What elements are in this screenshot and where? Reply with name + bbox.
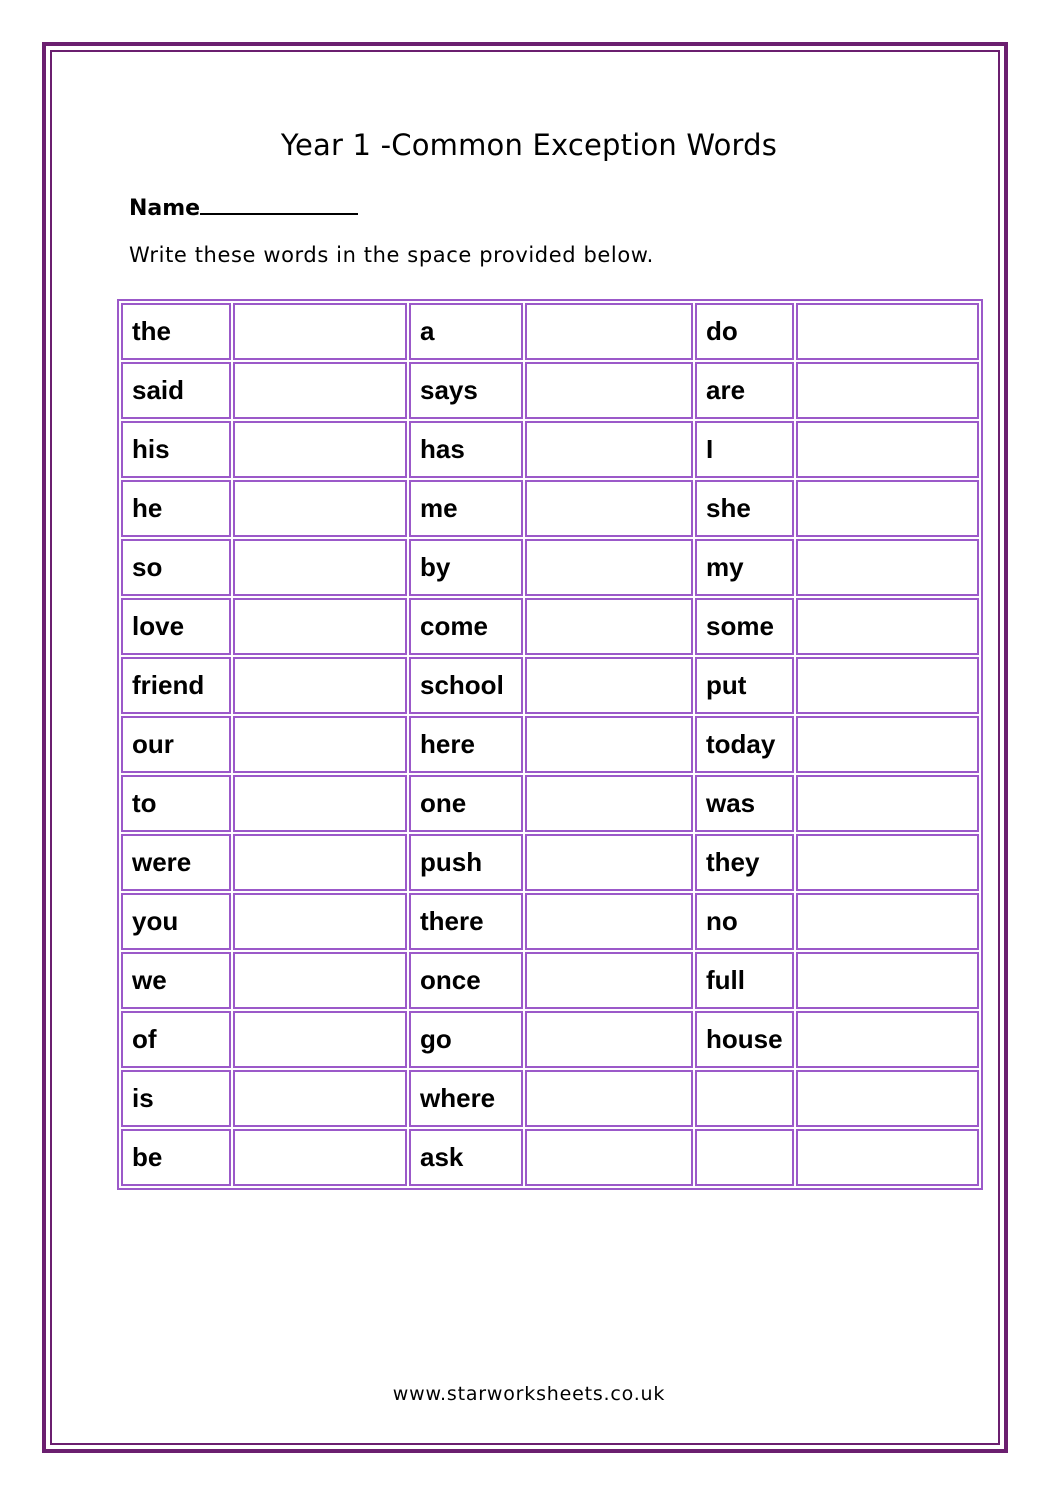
word-cell: no [695,893,794,950]
writing-space-cell[interactable] [796,598,979,655]
table-row [121,834,979,891]
writing-space-cell[interactable] [525,1129,693,1186]
writing-space-cell[interactable] [233,480,407,537]
word-cell: come [409,598,523,655]
writing-space-cell[interactable] [796,775,979,832]
name-label: Name [129,196,201,221]
writing-space-cell[interactable] [525,775,693,832]
table-row [121,1070,979,1127]
writing-space-cell[interactable] [233,1129,407,1186]
writing-space-cell[interactable] [796,952,979,1009]
word-cell: some [695,598,794,655]
table-row [121,657,979,714]
word-cell: there [409,893,523,950]
writing-space-cell[interactable] [233,775,407,832]
word-cell: friend [121,657,231,714]
writing-space-cell[interactable] [525,303,693,360]
word-cell: go [409,1011,523,1068]
word-cell: are [695,362,794,419]
word-cell: I [695,421,794,478]
word-cell: push [409,834,523,891]
name-field[interactable] [129,193,358,221]
writing-space-cell[interactable] [233,1011,407,1068]
word-table [117,299,983,1190]
writing-space-cell[interactable] [525,598,693,655]
word-cell: you [121,893,231,950]
word-cell: is [121,1070,231,1127]
word-cell: do [695,303,794,360]
writing-space-cell[interactable] [796,716,979,773]
writing-space-cell[interactable] [525,1011,693,1068]
word-cell: by [409,539,523,596]
word-cell: where [409,1070,523,1127]
writing-space-cell[interactable] [233,893,407,950]
writing-space-cell[interactable] [796,421,979,478]
word-cell: has [409,421,523,478]
word-cell: was [695,775,794,832]
table-row [121,716,979,773]
writing-space-cell[interactable] [525,657,693,714]
writing-space-cell[interactable] [525,716,693,773]
word-cell: said [121,362,231,419]
word-cell: so [121,539,231,596]
writing-space-cell[interactable] [796,1129,979,1186]
word-cell: our [121,716,231,773]
writing-space-cell[interactable] [233,362,407,419]
writing-space-cell[interactable] [525,952,693,1009]
word-cell: were [121,834,231,891]
table-row [121,539,979,596]
word-cell: love [121,598,231,655]
writing-space-cell[interactable] [233,952,407,1009]
word-cell: school [409,657,523,714]
word-cell: house [695,1011,794,1068]
word-cell [695,1129,794,1186]
table-row [121,598,979,655]
word-cell: we [121,952,231,1009]
word-cell: a [409,303,523,360]
word-cell: today [695,716,794,773]
word-cell [695,1070,794,1127]
writing-space-cell[interactable] [525,362,693,419]
worksheet-title: Year 1 -Common Exception Words [280,128,778,162]
word-cell: they [695,834,794,891]
word-cell: one [409,775,523,832]
word-cell: of [121,1011,231,1068]
table-row [121,480,979,537]
word-cell: to [121,775,231,832]
word-cell: says [409,362,523,419]
writing-space-cell[interactable] [796,1070,979,1127]
writing-space-cell[interactable] [796,480,979,537]
writing-space-cell[interactable] [796,362,979,419]
word-cell: me [409,480,523,537]
word-cell: be [121,1129,231,1186]
instructions: Write these words in the space provided below. [129,243,654,267]
writing-space-cell[interactable] [525,421,693,478]
word-cell: he [121,480,231,537]
writing-space-cell[interactable] [233,598,407,655]
table-row [121,362,979,419]
word-cell: she [695,480,794,537]
writing-space-cell[interactable] [525,1070,693,1127]
word-cell: ask [409,1129,523,1186]
writing-space-cell[interactable] [796,657,979,714]
writing-space-cell[interactable] [233,303,407,360]
word-table-body [121,303,979,1186]
writing-space-cell[interactable] [796,834,979,891]
writing-space-cell[interactable] [796,893,979,950]
table-row [121,893,979,950]
writing-space-cell[interactable] [233,834,407,891]
word-cell: his [121,421,231,478]
table-row [121,1011,979,1068]
writing-space-cell[interactable] [233,1070,407,1127]
writing-space-cell[interactable] [233,539,407,596]
name-blank-line[interactable] [200,193,358,215]
word-cell: here [409,716,523,773]
word-cell: full [695,952,794,1009]
table-row [121,421,979,478]
table-row [121,1129,979,1186]
word-cell: once [409,952,523,1009]
writing-space-cell[interactable] [525,893,693,950]
writing-space-cell[interactable] [233,716,407,773]
word-cell: the [121,303,231,360]
table-row [121,303,979,360]
word-cell: my [695,539,794,596]
writing-space-cell[interactable] [796,1011,979,1068]
writing-space-cell[interactable] [796,303,979,360]
writing-space-cell[interactable] [796,539,979,596]
table-row [121,952,979,1009]
writing-space-cell[interactable] [525,480,693,537]
footer-url: www.starworksheets.co.uk [392,1383,666,1405]
writing-space-cell[interactable] [525,834,693,891]
writing-space-cell[interactable] [233,657,407,714]
table-row [121,775,979,832]
word-cell: put [695,657,794,714]
writing-space-cell[interactable] [233,421,407,478]
writing-space-cell[interactable] [525,539,693,596]
